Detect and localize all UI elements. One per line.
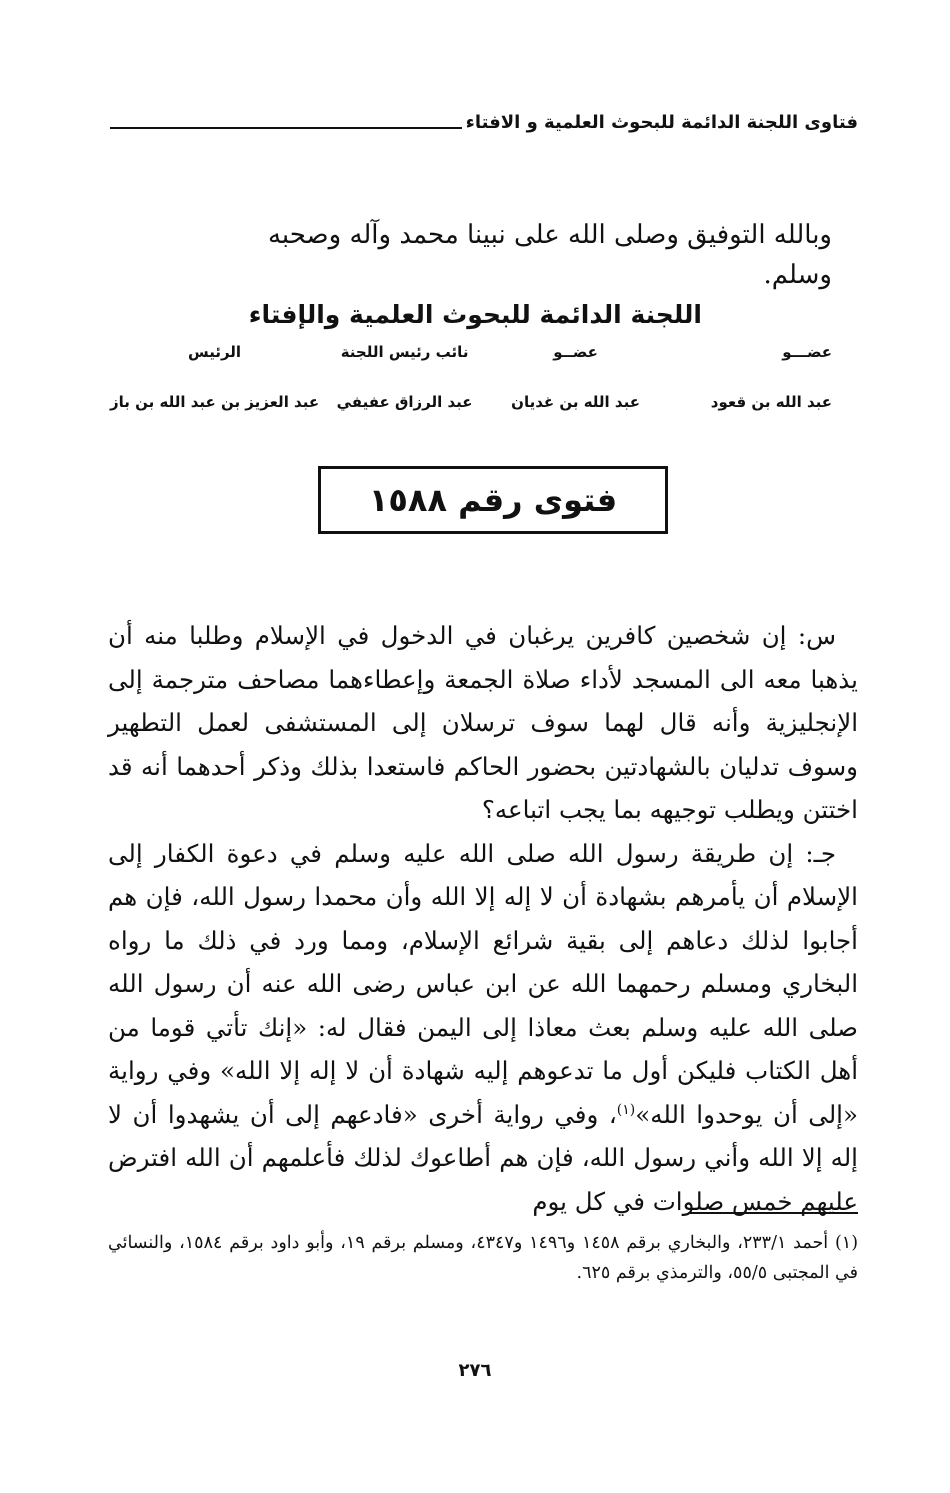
signatory-title: الرئيس [188,343,242,361]
signatory-title: عضـــو [782,343,832,361]
page-number: ٢٧٦ [458,1360,492,1381]
signatory-name: عبد العزيز بن عبد الله بن باز [110,393,320,411]
running-title: فتاوى اللجنة الدائمة للبحوث العلمية و الافتاء [465,112,858,133]
signatory [490,338,661,416]
signatory [110,338,319,416]
answer-text-part1: جـ: إن طريقة رسول الله صلى الله عليه وسلم في دعوة الكفار إلى الإسلام أن يأمرهم بشهادة أن لا إله إلا الله وأن محمدا رسول الله، فإن هم أجابوا لذلك دعاهم إلى بقية شرائع الإسلام، ومما ورد في ذلك ما رواه البخاري ومسلم رحمهما الله عن ابن عباس رضى الله عنه أن رسول الله صلى الله عليه وسلم بعث معاذا إلى اليمن فقال له: «إنك تأتي قوما من أهل الكتاب فليكن أول ما تدعوهم إليه شهادة أن لا إله إلا الله» وفي رواية «إلى أن يوحدوا الله» [108,838,858,1129]
answer-text-part2: ، وفي رواية أخرى «فادعهم إلى أن يشهدوا أن لا إله إلا الله وأني رسول الله، فإن هم أطاعوك لذلك فأعلمهم أن الله افترض عليهم خمس صلوات في كل يوم [108,1099,858,1216]
signatory-title: عضــو [553,343,598,361]
closing-block [200,215,832,335]
signatory-name: عبد الله بن قعود [710,393,832,411]
footnote: (١) أحمد ٢٣٣/١، والبخاري برقم ١٤٥٨ و١٤٩٦ و٤٣٤٧، ومسلم برقم ١٩، وأبو داود برقم ١٥٨٤، والنسائي في المجتبى ٥٥/٥، والترمذي برقم ٦٢٥. [108,1233,859,1283]
fatwa-title: فتوى رقم ١٥٨٨ [368,481,618,519]
footnote-marker: (١) [616,1101,636,1118]
signatory [661,338,832,416]
question-paragraph: س: إن شخصين كافرين يرغبان في الدخول في الإسلام وطلبا منه أن يذهبا معه الى المسجد لأداء صلاة الجمعة وإعطاءهما مصاحف مترجمة إلى الإنجليزية وأنه قال لهما سوف ترسلان إلى المستشفى لعمل التطهير وسوف تدليان بالشهادتين بحضور الحاكم فاستعدا بذلك وذكر أحدهما أنه قد اختتن ويطلب توجيهه بما يجب اتباعه؟ [108,621,858,824]
signatories [110,338,832,416]
header-rule [110,127,462,129]
main-text [108,614,858,1223]
signatory [319,338,490,416]
closing-line: وبالله التوفيق وصلى الله على نبينا محمد وآله وصحبه وسلم. [267,220,832,290]
footnote-rule [690,1212,858,1214]
answer-paragraph [108,832,858,1224]
fatwa-title-box [318,466,668,534]
signatory-title: نائب رئيس اللجنة [340,343,469,361]
signatory-name: عبد الله بن غديان [511,393,640,411]
running-header [110,104,858,134]
signatory-name: عبد الرزاق عفيفي [336,393,473,411]
committee-name: اللجنة الدائمة للبحوث العلمية والإفتاء [248,300,702,329]
